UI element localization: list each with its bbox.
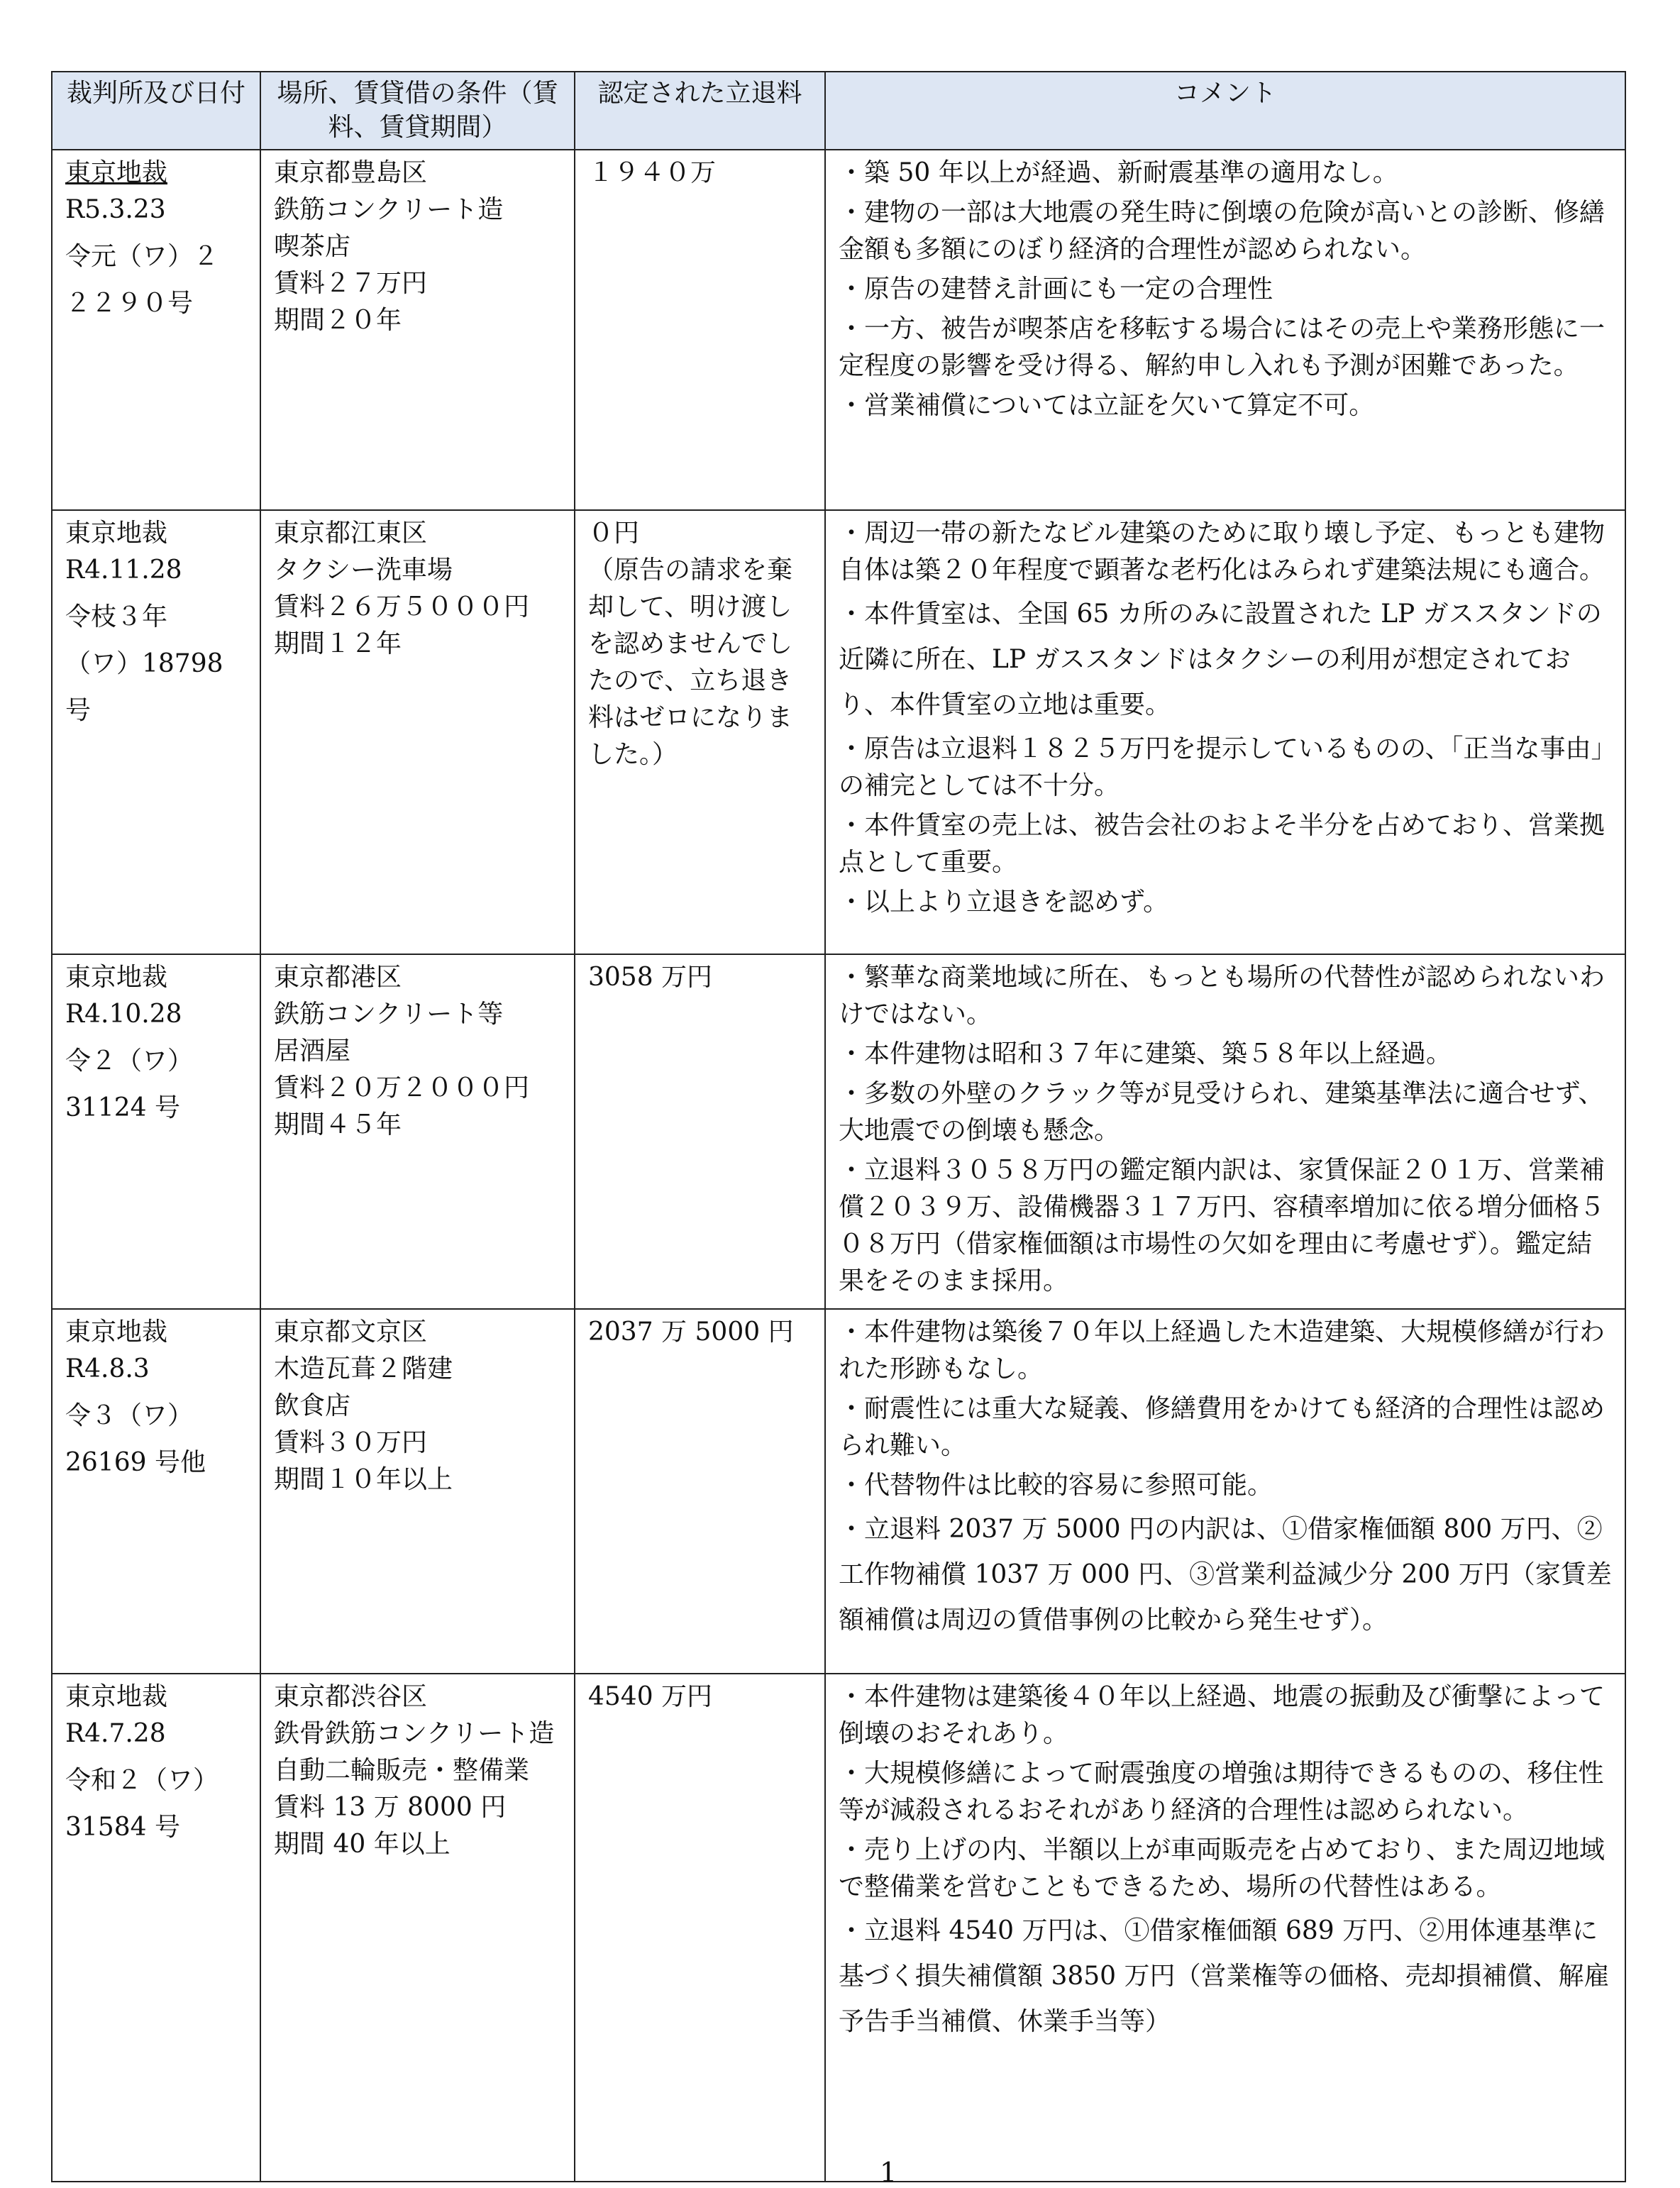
comment-item: ・原告は立退料１８２５万円を提示しているものの、「正当な事由」の補完としては不十分。 [839, 734, 1604, 800]
terms-rent: 賃料 13 万 8000 円 [274, 1793, 507, 1822]
decision-date: R5.3.23 [65, 195, 166, 224]
comment-item: ・多数の外壁のクラック等が見受けられ、建築基準法に適合せず、大地震での倒壊も懸念。 [839, 1079, 1604, 1145]
court-date-cell [52, 510, 260, 954]
case-number-cont: 31584 号 [65, 1813, 180, 1842]
terms-structure: 鉄筋コンクリート造 [274, 195, 504, 224]
terms-period: 期間４５年 [274, 1110, 402, 1139]
page-number: 1 [880, 2157, 897, 2188]
case-number: 令和２（ワ） [65, 1766, 219, 1795]
header-comment: コメント [825, 72, 1625, 150]
terms-location: 東京都豊島区 [274, 158, 428, 187]
terms-use: 喫茶店 [274, 232, 351, 261]
amount-value: ０円 [588, 519, 640, 548]
comment-item: ・築 50 年以上が経過、新耐震基準の適用なし。 [839, 158, 1398, 187]
terms-rent: 賃料２７万円 [274, 269, 428, 298]
terms-location: 東京都港区 [274, 963, 402, 992]
amount-cell [575, 1309, 825, 1674]
court-name: 東京地裁 [65, 963, 168, 992]
cases-table [51, 71, 1626, 2182]
table-header-row [52, 72, 1625, 150]
terms-use: 居酒屋 [274, 1037, 351, 1066]
amount-cell [575, 150, 825, 510]
terms-use: タクシー洗車場 [274, 556, 453, 585]
case-number: 令元（ワ）２ [65, 242, 219, 271]
comment-item: ・耐震性には重大な疑義、修繕費用をかけても経済的合理性は認められ難い。 [839, 1394, 1606, 1460]
court-date-cell [52, 1309, 260, 1674]
comment-item: ・本件賃室は、全国 65 カ所のみに設置された LP ガススタンドの近隣に所在、LP ガススタンドはタクシーの利用が想定されており、本件賃室の立地は重要。 [839, 600, 1602, 719]
table-row [52, 954, 1625, 1309]
comment-item: ・以上より立退きを認めず。 [839, 888, 1169, 917]
case-number-cont: 31124 号 [65, 1093, 180, 1122]
terms-cell [260, 510, 575, 954]
table-row [52, 150, 1625, 510]
comment-item: ・立退料 4540 万円は、①借家権価額 689 万円、②用体連基準に基づく損失補償額 3850 万円（営業権等の価格、売却損補償、解雇予告手当補償、休業手当等） [839, 1916, 1610, 2036]
amount-cell [575, 510, 825, 954]
terms-rent: 賃料２０万２０００円 [274, 1073, 530, 1103]
amount-value: １９４０万 [588, 158, 717, 187]
comment-cell [825, 1309, 1625, 1674]
terms-period: 期間１２年 [274, 629, 402, 658]
terms-structure: 鉄筋コンクリート等 [274, 1000, 504, 1029]
header-location-terms: 場所、賃貸借の条件（賃料、賃貸期間） [260, 72, 575, 150]
terms-location: 東京都江東区 [274, 519, 428, 548]
terms-cell [260, 954, 575, 1309]
comment-cell [825, 954, 1625, 1309]
terms-period: 期間２０年 [274, 306, 402, 335]
case-number-cont: 26169 号他 [65, 1448, 206, 1477]
decision-date: R4.8.3 [65, 1354, 150, 1383]
terms-use: 自動二輪販売・整備業 [274, 1756, 530, 1785]
terms-cell [260, 1674, 575, 2182]
terms-location: 東京都渋谷区 [274, 1682, 428, 1711]
table-row [52, 510, 1625, 954]
comment-item: ・立退料 2037 万 5000 円の内訳は、①借家権価額 800 万円、②工作物補償 1037 万 000 円、③営業利益減少分 200 万円（家賃差額補償は周辺の賃借事例の比較から発生せず）。 [839, 1515, 1612, 1635]
table-row [52, 1309, 1625, 1674]
comment-item: ・代替物件は比較的容易に参照可能。 [839, 1471, 1273, 1500]
comment-item: ・一方、被告が喫茶店を移転する場合にはその売上や業務形態に一定程度の影響を受け得る、解約申し入れも予測が困難であった。 [839, 314, 1606, 380]
header-amount: 認定された立退料 [575, 72, 825, 150]
amount-value: 2037 万 5000 円 [588, 1317, 794, 1347]
comment-item: ・大規模修繕によって耐震強度の増強は期待できるものの、移住性等が減殺されるおそれがあり経済的合理性は認められない。 [839, 1759, 1604, 1825]
comment-cell [825, 510, 1625, 954]
amount-value: 3058 万円 [588, 963, 713, 992]
comment-item: ・原告の建替え計画にも一定の合理性 [839, 275, 1273, 304]
court-date-cell [52, 954, 260, 1309]
header-court-date: 裁判所及び日付 [52, 72, 260, 150]
court-date-cell [52, 150, 260, 510]
terms-location: 東京都文京区 [274, 1317, 428, 1347]
court-name: 東京地裁 [65, 1317, 168, 1347]
comment-item: ・建物の一部は大地震の発生時に倒壊の危険が高いとの診断、修繕金額も多額にのぼり経済的合理性が認められない。 [839, 198, 1606, 264]
comment-item: ・周辺一帯の新たなビル建築のために取り壊し予定、もっとも建物自体は築２０年程度で顕著な老朽化はみられず建築法規にも適合。 [839, 519, 1606, 585]
terms-period: 期間 40 年以上 [274, 1830, 451, 1859]
decision-date: R4.10.28 [65, 1000, 182, 1029]
case-number-cont: ２２９０号 [65, 289, 194, 318]
terms-use: 飲食店 [274, 1391, 351, 1420]
case-number-cont: （ワ）18798 [65, 649, 223, 678]
comment-item: ・売り上げの内、半額以上が車両販売を占めており、また周辺地域で整備業を営むこともできるため、場所の代替性はある。 [839, 1835, 1606, 1901]
comment-item: ・本件建物は昭和３７年に建築、築５８年以上経過。 [839, 1039, 1452, 1068]
comment-item: ・繁華な商業地域に所在、もっとも場所の代替性が認められないわけではない。 [839, 963, 1606, 1029]
terms-rent: 賃料２６万５０００円 [274, 592, 530, 621]
terms-cell [260, 150, 575, 510]
comment-cell [825, 1674, 1625, 2182]
terms-structure: 木造瓦葺２階建 [274, 1354, 453, 1383]
comment-item: ・立退料３０５８万円の鑑定額内訳は、家賃保証２０１万、営業補償２０３９万、設備機器３１７万円、容積率増加に依る増分価格５０８万円（借家権価額は市場性の欠如を理由に考慮せず）。鑑定結果をそのまま採用。 [839, 1156, 1606, 1295]
court-date-cell [52, 1674, 260, 2182]
case-number: 令２（ワ） [65, 1046, 194, 1076]
comment-cell [825, 150, 1625, 510]
decision-date: R4.7.28 [65, 1719, 166, 1748]
case-number-suffix: 号 [65, 696, 92, 725]
terms-rent: 賃料３０万円 [274, 1428, 428, 1457]
case-number: 令３（ワ） [65, 1401, 194, 1430]
amount-value: 4540 万円 [588, 1682, 713, 1711]
amount-note: （原告の請求を棄却して、明け渡しを認めませんでしたので、立ち退き料はゼロになりました。） [588, 556, 793, 769]
court-name: 東京地裁 [65, 519, 168, 548]
terms-cell [260, 1309, 575, 1674]
court-name: 東京地裁 [65, 1682, 168, 1711]
decision-date: R4.11.28 [65, 556, 182, 585]
comment-item: ・営業補償については立証を欠いて算定不可。 [839, 391, 1375, 420]
court-name: 東京地裁 [65, 158, 168, 187]
amount-cell [575, 954, 825, 1309]
comment-item: ・本件建物は築後７０年以上経過した木造建築、大規模修繕が行われた形跡もなし。 [839, 1317, 1606, 1383]
table-row [52, 1674, 1625, 2182]
case-number: 令枝３年 [65, 602, 168, 631]
terms-structure: 鉄骨鉄筋コンクリート造 [274, 1719, 555, 1748]
comment-item: ・本件建物は建築後４０年以上経過、地震の振動及び衝撃によって倒壊のおそれあり。 [839, 1682, 1606, 1748]
comment-item: ・本件賃室の売上は、被告会社のおよそ半分を占めており、営業拠点として重要。 [839, 811, 1606, 877]
amount-cell [575, 1674, 825, 2182]
terms-period: 期間１０年以上 [274, 1465, 453, 1494]
